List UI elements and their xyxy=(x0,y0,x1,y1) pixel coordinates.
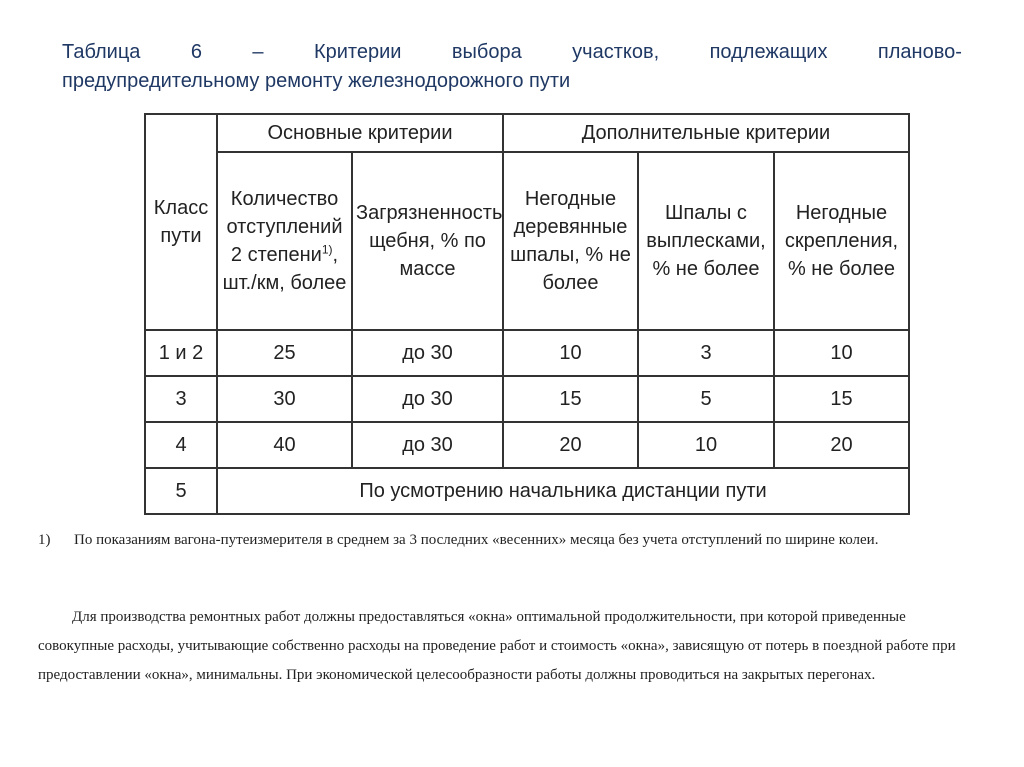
caption-word: участков, xyxy=(572,41,660,63)
header-deviations xyxy=(217,152,352,330)
header-deviations-tail: , шт./км, более xyxy=(222,244,347,294)
table-row xyxy=(145,422,909,468)
table-cell: 40 xyxy=(217,422,352,468)
table-caption xyxy=(62,38,962,96)
caption-line-2: предупредительному ремонту железнодорожного пути xyxy=(62,70,571,92)
caption-word: подлежащих xyxy=(709,41,828,63)
table-row xyxy=(145,376,909,422)
header-ballast: Загрязненность щебня, % по массе xyxy=(352,152,503,330)
body-paragraph: Для производства ремонтных работ должны предоставляться «окна» оптимальной продолжительности, при которой приведенные совокупные расходы, учитывающие собственно расходы на проведение работ и стоимость «окна», зависящую от потерь в поездной работе при предоставлении «окна», минимальны. При экономической целесообразности работы должны проводиться на закрытых перегонах. xyxy=(38,609,956,683)
table-cell: до 30 xyxy=(352,376,503,422)
caption-word: Критерии xyxy=(313,41,402,63)
footnote-text: По показаниям вагона-путеизмерителя в среднем за 3 последних «весенних» месяца без учета отступлений по ширине колеи. xyxy=(74,532,879,548)
footnote xyxy=(38,526,968,554)
table-cell: до 30 xyxy=(352,330,503,376)
table-cell: до 30 xyxy=(352,422,503,468)
caption-word: – xyxy=(252,41,264,63)
header-extra-criteria: Дополнительные критерии xyxy=(503,114,909,152)
footnote-mark: 1) xyxy=(321,242,333,257)
criteria-table-image xyxy=(144,113,908,509)
table-cell: 10 xyxy=(638,422,774,468)
header-deviations-text: Количество отступлений 2 степени xyxy=(226,188,343,266)
table-cell: 15 xyxy=(503,376,638,422)
table-row xyxy=(145,468,909,514)
table-cell: 20 xyxy=(774,422,909,468)
caption-word: Таблица xyxy=(62,41,141,63)
table-cell: 30 xyxy=(217,376,352,422)
table-row xyxy=(145,330,909,376)
caption-word: планово- xyxy=(877,41,962,63)
table-cell: 25 xyxy=(217,330,352,376)
criteria-table xyxy=(144,113,910,515)
table-cell: 20 xyxy=(503,422,638,468)
table-cell-merged: По усмотрению начальника дистанции пути xyxy=(217,468,909,514)
caption-line-1 xyxy=(62,38,962,67)
footnote-number: 1) xyxy=(38,532,51,548)
caption-word: выбора xyxy=(451,41,522,63)
caption-word: 6 xyxy=(190,41,202,63)
header-splash-sleepers: Шпалы с выплесками, % не более xyxy=(638,152,774,330)
table-cell: 5 xyxy=(638,376,774,422)
header-wood-sleepers: Негодные деревянные шпалы, % не более xyxy=(503,152,638,330)
table-cell: 10 xyxy=(503,330,638,376)
table-cell: 3 xyxy=(638,330,774,376)
header-class: Класс пути xyxy=(145,114,217,330)
header-fastenings: Негодные скрепления, % не более xyxy=(774,152,909,330)
table-cell: 5 xyxy=(145,468,217,514)
table-cell: 10 xyxy=(774,330,909,376)
table-cell: 15 xyxy=(774,376,909,422)
header-main-criteria: Основные критерии xyxy=(217,114,503,152)
table-cell: 4 xyxy=(145,422,217,468)
table-cell: 3 xyxy=(145,376,217,422)
table-cell: 1 и 2 xyxy=(145,330,217,376)
